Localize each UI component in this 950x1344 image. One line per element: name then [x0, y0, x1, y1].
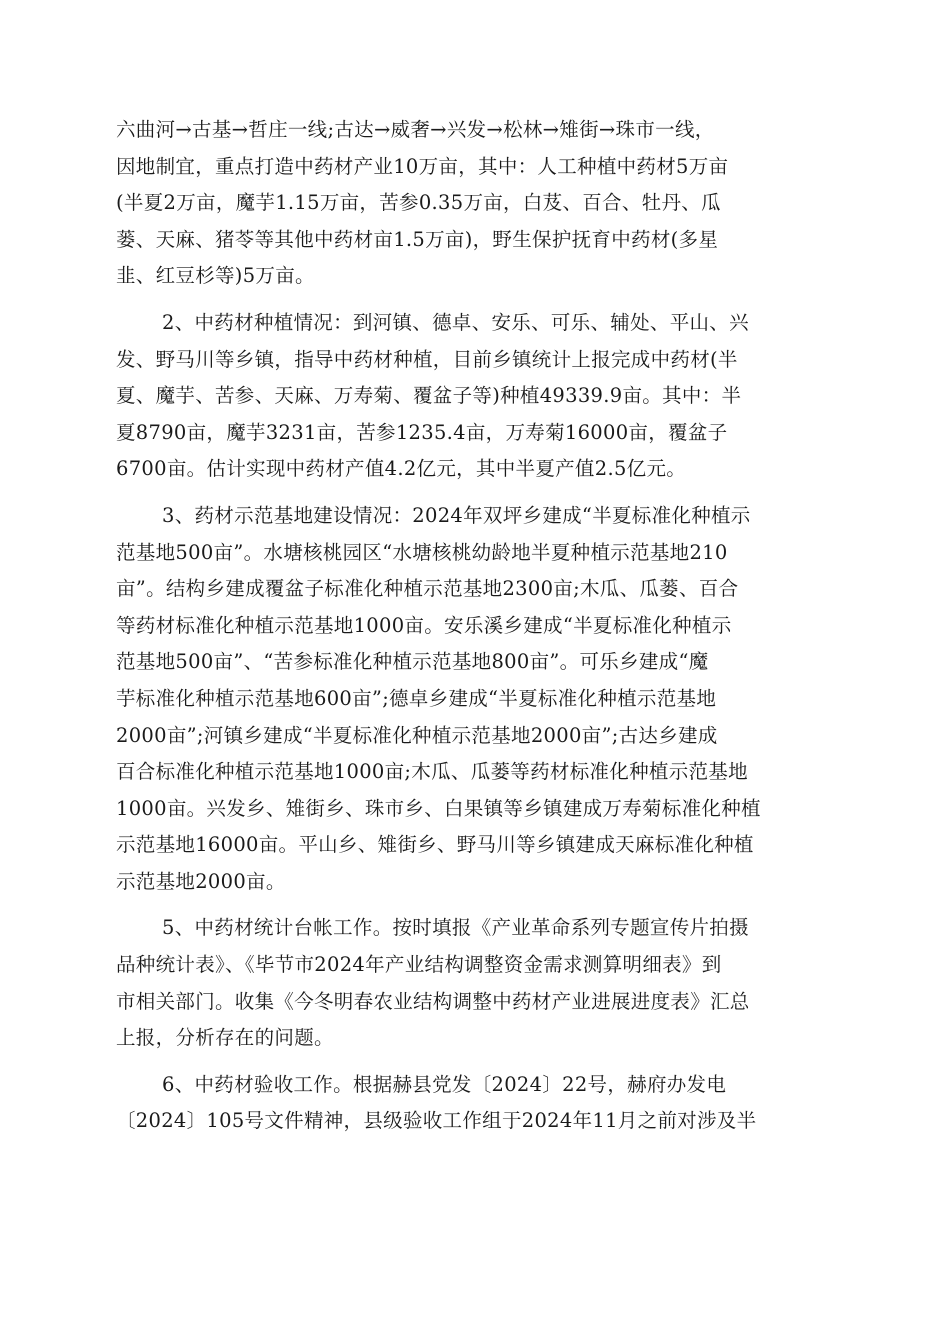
paragraph-statistics-ledger: [116, 910, 836, 1056]
text-line: 范基地500亩”、“苦参标准化种植示范基地800亩”。可乐乡建成“魔: [116, 650, 709, 674]
paragraph-demo-bases: [116, 498, 836, 901]
text-line: 6、中药材验收工作。根据赫县党发〔2024〕22号，赫府办发电: [162, 1072, 727, 1096]
paragraph-planting-status: [116, 305, 836, 488]
text-line: 示范基地2000亩。: [116, 869, 286, 893]
text-line: 蒌、天麻、猪苓等其他中药材亩1.5万亩)，野生保护抚育中药材(多星: [116, 227, 719, 251]
text-line: 上报，分析存在的问题。: [116, 1026, 334, 1050]
text-line: 芋标准化种植示范基地600亩”;德卓乡建成“半夏标准化种植示范基地: [116, 686, 717, 710]
document-body: [116, 112, 836, 1140]
text-line: (半夏2万亩，魔芋1.15万亩，苦参0.35万亩，白芨、百合、牡丹、瓜: [116, 191, 721, 215]
paragraph-acceptance-work: [116, 1067, 836, 1140]
text-line: 百合标准化种植示范基地1000亩;木瓜、瓜蒌等药材标准化种植示范基地: [116, 760, 748, 784]
text-line: 5、中药材统计台帐工作。按时填报《产业革命系列专题宣传片拍摄: [162, 916, 749, 940]
text-line: 市相关部门。收集《今冬明春农业结构调整中药材产业进展进度表》汇总: [116, 989, 750, 1013]
paragraph-planting-plan: [116, 112, 836, 295]
text-line: 夏8790亩，魔芋3231亩，苦参1235.4亩，万寿菊16000亩，覆盆子: [116, 420, 728, 444]
text-line: 2000亩”;河镇乡建成“半夏标准化种植示范基地2000亩”;古达乡建成: [116, 723, 718, 747]
text-line: 韭、红豆杉等)5万亩。: [116, 264, 315, 288]
text-line: 示范基地16000亩。平山乡、雉街乡、野马川等乡镇建成天麻标准化种植: [116, 833, 754, 857]
text-line: 1000亩。兴发乡、雉街乡、珠市乡、白果镇等乡镇建成万寿菊标准化种植: [116, 796, 761, 820]
text-line: 范基地500亩”。水塘核桃园区“水塘核桃幼龄地半夏种植示范基地210: [116, 540, 728, 564]
text-line: 6700亩。估计实现中药材产值4.2亿元，其中半夏产值2.5亿元。: [116, 457, 687, 481]
text-line: 六曲河→古基→哲庄一线;古达→威奢→兴发→松林→雉街→珠市一线，: [116, 118, 715, 141]
text-line: 因地制宜，重点打造中药材产业10万亩，其中：人工种植中药材5万亩: [116, 154, 729, 178]
text-line: 2、中药材种植情况：到河镇、德卓、安乐、可乐、辅处、平山、兴: [162, 310, 749, 334]
text-line: 3、药材示范基地建设情况：2024年双坪乡建成“半夏标准化种植示: [162, 503, 751, 527]
text-line: 等药材标准化种植示范基地1000亩。安乐溪乡建成“半夏标准化种植示: [116, 613, 732, 637]
text-line: 〔2024〕105号文件精神，县级验收工作组于2024年11月之前对涉及半: [116, 1109, 757, 1133]
text-line: 亩”。结构乡建成覆盆子标准化种植示范基地2300亩;木瓜、瓜蒌、百合: [116, 577, 739, 601]
text-line: 夏、魔芋、苦参、天麻、万寿菊、覆盆子等)种植49339.9亩。其中：半: [116, 384, 742, 408]
text-line: 品种统计表》、《毕节市2024年产业结构调整资金需求测算明细表》到: [116, 953, 722, 977]
text-line: 发、野马川等乡镇，指导中药材种植，目前乡镇统计上报完成中药材(半: [116, 347, 738, 371]
